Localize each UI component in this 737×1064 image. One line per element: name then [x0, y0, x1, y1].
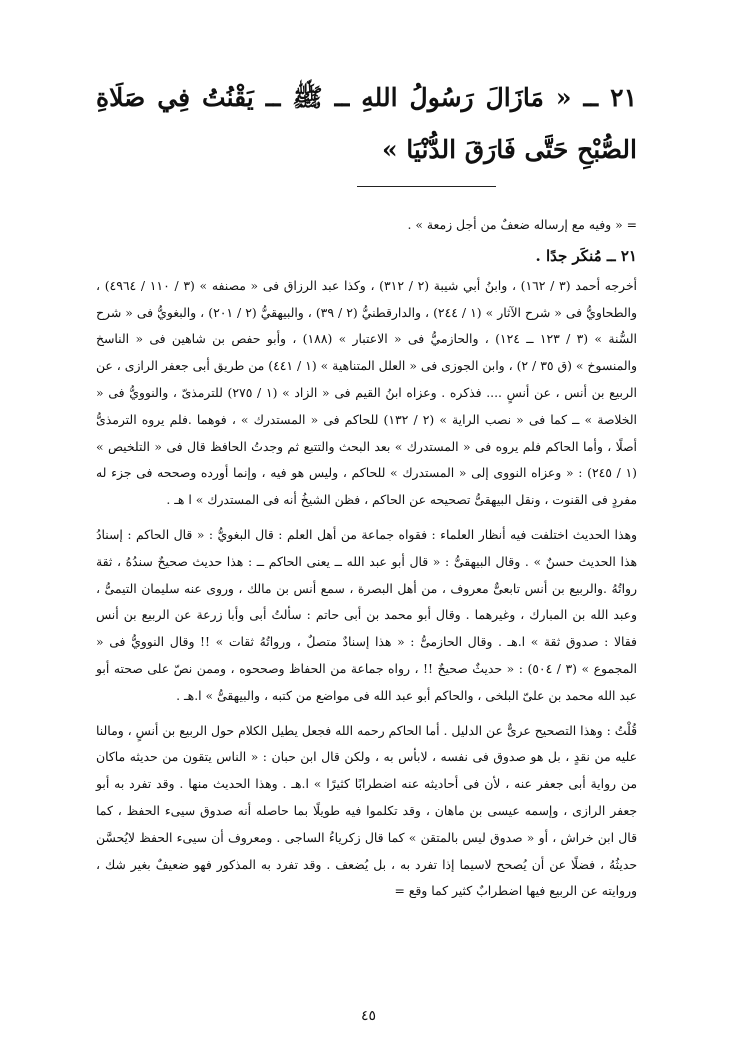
hadith-heading: ٢١ ــ « مَازَالَ رَسُولُ اللهِ ــ ﷺ ــ يَقْنُتُ فِي صَلَاةِ الصُّبْحِ حَتَّى فَارَقَ الدُّنْيَا » [96, 83, 637, 164]
footnote-continuation: = « وفيه مع إرساله ضعفٌ من أجل زمعة » . [407, 217, 637, 232]
page-number: ٤٥ [360, 1008, 377, 1024]
separator-rule [357, 186, 496, 187]
paragraph-scholars-views: وهذا الحديث اختلفت فيه أنظار العلماء : فقواه جماعة من أهل العلم : قال البغويُّ : « قال الحاكم : إسنادُ هذا الحديث حسنٌ » . وقال البيهقىُّ : « قال أبو عبد الله ــ يعنى الحاكم ــ : هذا حديث صحيحٌ سندُهُ ، ثقة رواتُهُ .والربيع بن أنس تابعىٌّ معروف ، من أهل البصرة ، سمع أنس بن مالك ، وروى عنه سليمان التيمىُّ ، وعبد الله بن المبارك ، وغيرهما . وقال أبو محمد بن أبى حاتم : سألتُ أبى وأبا زرعة عن الربيع بن أنس فقالا : صدوق ثقة » ا.هـ . وقال الحازمىُّ : « هذا إسنادٌ متصلٌ ، ورواتُهُ ثقات » !! وقال النوويُّ فى « المجموع » (٣ / ٥٠٤) : « حديثٌ صحيحٌ !! ، رواه جماعة من الحفاظ وصححوه ، وممن نصّ على صحته أبو عبد الله محمد بن علىّ البلخى ، والحاكم أبو عبد الله فى مواضع من كتبه ، والبيهقىُّ » ا.هـ . [96, 526, 637, 703]
paragraph-takhrij: أخرجه أحمد (٣ / ١٦٢) ، وابنُ أبي شيبة (٢ / ٣١٢) ، وكذا عبد الرزاق فى « مصنفه » (٣ / ١١٠ / ٤٩٦٤) ، والطحاويُّ فى « شرح الآثار » (١ / ٢٤٤) ، والدارقطنيُّ (٢ / ٣٩) ، والبيهقيُّ (٢ / ٢٠١) ، والبغويُّ فى « شرح السُّنة » (٣ / ١٢٣ ــ ١٢٤) ، والحازميُّ فى « الاعتبار » (١٨٨) ، وأبو حفص بن شاهين فى « الناسخ والمنسوخ » (ق ٣٥ / ٢) ، وابن الجوزى فى « العلل المتناهية » (١ / ٤٤١) من طريق أبى جعفر الرازى ، عن الربيع بن أنس ، عن أنسٍ .... فذكره . وعزاه ابنُ القيم فى « الزاد » (١ / ٢٧٥) للترمذىّ ، والنوويُّ فى « الخلاصة » ــ كما فى « نصب الراية » (٢ / ١٣٢) للحاكم فى « المستدرك » ، فوهما .فلم يروه الترمذىُّ أصلًا ، وأما الحاكم فلم يروه فى « المستدرك » بعد البحث والتتبع ثم وجدتُ الحافظ قال فى « التلخيص » (١ / ٢٤٥) : « وعزاه النووى إلى « المستدرك » للحاكم ، وليس هو فيه ، وإنما أورده وصححه فى جزء له مفردٍ فى القنوت ، ونقل البيهقىُّ تصحيحه عن الحاكم ، فظن الشيخُ أنه فى المستدرك » ا هـ . [96, 277, 638, 508]
paragraph-author-critique: قُلْتُ : وهذا التصحيح عرىٌّ عن الدليل . أما الحاكم رحمه الله فجعل يطيل الكلام حول الربيع بن أنسٍ ، ومالنا عليه من نقدٍ ، بل هو صدوق فى نفسه ، لابأس به ، ولكن قال ابن حبان : « الناس يتقون من حديثه ماكان من رواية أبى جعفر عنه ، لأن فى أحاديثه عنه اضطرابًا كثيرًا » ا.هـ . وهذا الحديث منها . وقد تفرد به أبو جعفر الرازى ، وإسمه عيسى بن ماهان ، وقد تكلموا فيه طويلًا بما حاصله أنه صدوق سيىء الحفظ ، كما قال ابن خراش ، أو « صدوق ليس بالمتقن » كما قال زكرياءُ الساجى . ومعروف أن سيىء الحفظ لايُحسَّن حديثُهُ ، فضلًا عن أن يُصحح لاسيما إذا تفرد به ، بل يُضعف . وقد تفرد به المذكور فهو ضعيفٌ بغير شك ، وروايته عن الربيع فيها اضطرابٌ كثير كما وقع = [96, 722, 637, 899]
verdict-heading: ٢١ ــ مُنكَر جدًا . [535, 246, 637, 265]
commentary-body [96, 212, 637, 905]
